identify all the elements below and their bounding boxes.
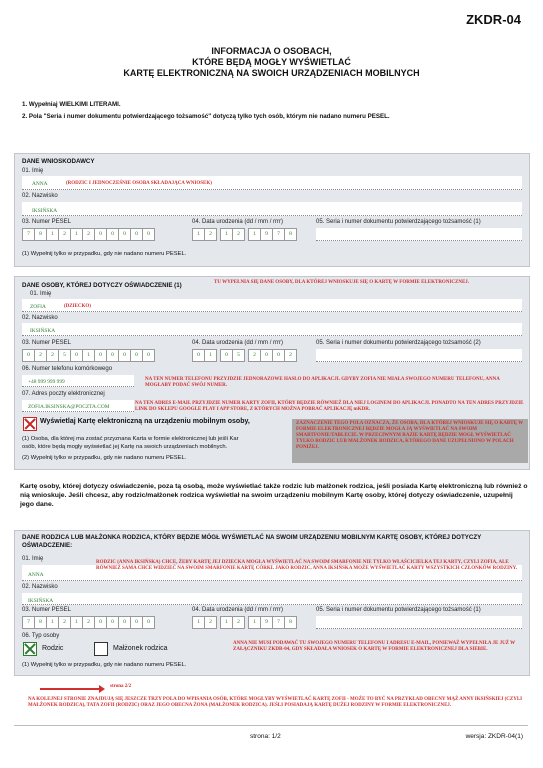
person-footnote-1: (1) Osoba, dla której ma zostać przyznana Karta w formie elektronicznej lub jeśli Kar — [22, 436, 239, 442]
digit-box: 0 — [130, 616, 143, 629]
applicant-dob-label: 04. Data urodzenia (dd / mm / rrrr) — [192, 219, 284, 225]
digit-box: 1 — [220, 228, 233, 241]
instruction-2: 2. Pola "Seria i numer dokumentu potwierdzającego tożsamość" dotyczą tylko tych osób, którym nie nadano numeru PESEL. — [22, 113, 390, 120]
digit-box: 7 — [22, 228, 35, 241]
person-surname-value: IKSIŃSKA — [30, 328, 56, 334]
person-footnote-1b: osób, które będą mogły wyświetlać jej Kartę na swoich urządzeniach mobilnych. — [22, 444, 228, 450]
digit-box: 0 — [130, 349, 143, 362]
digit-box: 1 — [220, 616, 233, 629]
applicant-surname-field[interactable] — [22, 202, 522, 216]
digit-box: 0 — [106, 228, 119, 241]
digit-box: 2 — [58, 616, 71, 629]
parent-first-name-value: ANNA — [28, 572, 44, 578]
person-pesel-label: 03. Numer PESEL — [22, 340, 72, 346]
person-first-name-label: 01. Imię — [30, 291, 52, 297]
parent-surname-field[interactable] — [22, 593, 522, 605]
parent-id-doc-label: 05. Seria i numer dokumentu potwierdzającego tożsamość (1) — [316, 607, 481, 613]
applicant-id-doc-field[interactable] — [316, 228, 522, 241]
page-title-line-3: KARTĘ ELEKTRONICZNĄ NA SWOICH URZĄDZENIACH MOBILNYCH — [123, 68, 420, 78]
digit-box: 5 — [58, 349, 71, 362]
digit-box: 2 — [46, 349, 59, 362]
person-dob-field[interactable] — [192, 349, 296, 362]
person-id-doc-label: 05. Seria i numer dokumentu potwierdzającego tożsamość (2) — [316, 340, 481, 346]
parent-pesel-label: 03. Numer PESEL — [22, 607, 72, 613]
digit-box: 0 — [220, 349, 233, 362]
digit-box: 1 — [46, 616, 59, 629]
display-card-checkbox[interactable] — [23, 417, 37, 431]
digit-box: 8 — [284, 616, 297, 629]
digit-box: 2 — [58, 228, 71, 241]
digit-box: 0 — [118, 616, 131, 629]
person-first-name-field[interactable] — [22, 299, 522, 312]
applicant-heading: DANE WNIOSKODAWCY — [22, 158, 95, 165]
digit-box: 0 — [142, 349, 155, 362]
applicant-dob-field[interactable] — [192, 228, 296, 241]
digit-box: 1 — [248, 616, 261, 629]
applicant-first-name-value: ANNA — [32, 181, 48, 187]
digit-box: 1 — [192, 228, 205, 241]
digit-box: 0 — [192, 349, 205, 362]
parent-type-note: ANNA NIE MUSI PODAWAĆ TU SWOJEGO NUMERU TELEFONU I ADRESU E-MAIL, PONIEWAŻ WYPEŁNIŁA JE JUŻ W ZAŁĄCZNIKU ZKDR-04, GDY SKŁADAŁA WNIOSEK O KARTĘ W FORMIE ELEKTRONICZNEJ DLA SIEBIE. — [233, 641, 516, 652]
applicant-footnote: (1) Wypełnij tylko w przypadku, gdy nie nadano numeru PESEL. — [22, 251, 187, 257]
applicant-id-doc-label: 05. Seria i numer dokumentu potwierdzającego tożsamość (1) — [316, 219, 481, 225]
digit-box: 2 — [34, 349, 47, 362]
footer-page: strona: 1/2 — [250, 733, 281, 740]
parent-surname-label: 02. Nazwisko — [22, 584, 58, 590]
applicant-surname-value: IKSIŃSKA — [32, 208, 58, 214]
parent-heading: DANE RODZICA LUB MAŁŻONKA RODZICA, KTÓRY BĘDZIE MÓGŁ WYŚWIETLAĆ NA SWOIM URZĄDZENIU MOBILNYM KARTĘ OSOBY, KTÓREJ DOTYCZY OŚWIADCZENIE: — [22, 534, 482, 549]
page-title-line-2: KTÓRE BĘDĄ MOGŁY WYŚWIETLAĆ — [192, 57, 351, 67]
parent-intro-paragraph: Kartę osoby, której dotyczy oświadczenie, poza tą osobą, może wyświetlać także rodzic lub małżonek rodzica, jeśli posiada Kartę elektroniczną lub również o nią wnioskuje. Jeśli chcesz, aby rodzic/małżonek rodzica wyświetlał na swoim urządzeniu mobilnym Kartę osoby, której dotyczy oświadczenie, uzupełnij jego dane. — [20, 483, 528, 508]
digit-box: 1 — [248, 228, 261, 241]
display-card-label: Wyświetlaj Kartę elektroniczną na urządzeniu mobilnym osoby, — [40, 418, 250, 425]
digit-box: 0 — [118, 228, 131, 241]
digit-box: 7 — [272, 616, 285, 629]
digit-box: 2 — [248, 349, 261, 362]
parent-surname-value: IKSIŃSKA — [28, 598, 54, 604]
parent-type-spouse-label: Małżonek rodzica — [113, 645, 168, 652]
applicant-pesel-label: 03. Numer PESEL — [22, 219, 72, 225]
digit-box: 0 — [260, 349, 273, 362]
person-id-doc-field[interactable] — [316, 349, 522, 362]
digit-box: 2 — [284, 349, 297, 362]
page-title — [0, 46, 543, 79]
parent-type-rodzic-checkbox[interactable] — [23, 642, 37, 656]
digit-box: 0 — [118, 349, 131, 362]
digit-box: 0 — [142, 228, 155, 241]
person-email-value: ZOFIA.IKSINSKA@POCZTA.COM — [28, 404, 110, 410]
person-phone-label: 06. Numer telefonu komórkowego — [22, 366, 113, 372]
digit-box: 0 — [94, 349, 107, 362]
parent-type-spouse-checkbox[interactable] — [94, 642, 108, 656]
parent-type-label: 06. Typ osoby — [22, 633, 60, 639]
digit-box: 5 — [232, 349, 245, 362]
applicant-first-name-note: (RODZIC I JEDNOCZEŚNIE OSOBA SKŁADAJĄCA WNIOSEK) — [66, 181, 212, 186]
next-page-arrow — [40, 688, 100, 690]
digit-box: 0 — [130, 228, 143, 241]
digit-box: 2 — [82, 616, 95, 629]
digit-box: 0 — [22, 349, 35, 362]
parent-type-rodzic-label: Rodzic — [42, 645, 64, 652]
person-heading-note: TU WYPEŁNIA SIĘ DANE OSOBY, DLA KTÓREJ WNIOSKUJE SIĘ O KARTĘ W FORMIE ELEKTRONICZNEJ. — [214, 280, 470, 285]
applicant-first-name-label: 01. Imię — [22, 168, 44, 174]
parent-pesel-field[interactable] — [22, 616, 154, 629]
form-code: ZKDR-04 — [466, 12, 521, 27]
digit-box: 7 — [272, 228, 285, 241]
digit-box: 0 — [94, 616, 107, 629]
footer-divider — [14, 725, 528, 726]
digit-box: 9 — [260, 228, 273, 241]
instruction-1: 1. Wypełniaj WIELKIMI LITERAMI. — [22, 101, 121, 108]
digit-box: 1 — [204, 349, 217, 362]
parent-footnote: (1) Wypełnij tylko w przypadku, gdy nie nadano numeru PESEL. — [22, 662, 187, 668]
digit-box: 0 — [106, 349, 119, 362]
applicant-pesel-field[interactable] — [22, 228, 154, 241]
person-heading: DANE OSOBY, KTÓREJ DOTYCZY OŚWIADCZENIE (1) — [22, 282, 182, 289]
digit-box: 1 — [82, 349, 95, 362]
digit-box: 1 — [46, 228, 59, 241]
digit-box: 0 — [106, 616, 119, 629]
next-page-label: strona 2/2 — [110, 684, 132, 689]
checkbox-note: ZAZNACZENIE TEGO POLA OZNACZA, ŻE OSOBA, DLA KTÓREJ WNIOSKUJE SIĘ O KARTĘ W FORMIE ELEKTRONICZNEJ BĘDZIE MOGŁA JĄ WYŚWIETLAĆ NA SWOIM SMARTFONIE/TABLECIE. W PRZECIWNYM RAZIE KARTĘ BĘDZIE MOGŁ WYŚWIETLAĆ TYLKO RODZIC LUB MAŁŻONEK RODZICA, KTÓREGO DANE UZUPEŁNIONO W POLACH PONIŻEJ. — [296, 421, 524, 450]
digit-box: 8 — [34, 228, 47, 241]
digit-box: 0 — [272, 349, 285, 362]
parent-dob-label: 04. Data urodzenia (dd / mm / rrrr) — [192, 607, 284, 613]
digit-box: 1 — [70, 228, 83, 241]
person-pesel-field[interactable] — [22, 349, 154, 362]
person-phone-note: NA TEN NUMER TELEFONU PRZYJDZIE JEDNORAZOWE HASŁO DO APLIKACJI. GDYBY ZOFIA NIE MIAŁA SWOJEGO NUMERU TELEFONU, ANNA MOGŁABY PODAĆ SWÓJ NUMER. — [145, 377, 500, 388]
digit-box: 2 — [204, 228, 217, 241]
digit-box: 0 — [70, 349, 83, 362]
digit-box: 1 — [70, 616, 83, 629]
person-first-name-value: ZOFIA — [30, 304, 46, 310]
digit-box: 7 — [22, 616, 35, 629]
person-phone-value: +48 999 999 999 — [28, 379, 65, 385]
person-first-name-note: (DZIECKO) — [64, 304, 91, 309]
person-surname-label: 02. Nazwisko — [22, 315, 58, 321]
next-page-note: NA KOLEJNEJ STRONIE ZNAJDUJĄ SIĘ JESZCZE TRZY POLA DO WPISANIA OSÓB, KTÓRE MOGŁYBY WYŚWIETLAĆ KARTĘ ZOFII - MOŻE TO BYĆ NA PRZYKŁAD OBECNY MĄŻ ANNY IKSIŃSKIEJ (CZYLI MAŁŻONEK RODZICA), TATA ZOFII (RODZIC) ORAZ JEGO OBECNA ŻONA (MAŁŻONEK RODZICA). JEŚLI POSIADAJĄ KARTĘ DUŻEJ RODZINY W FORMIE ELEKTRONICZNEJ. — [28, 697, 523, 708]
digit-box: 2 — [82, 228, 95, 241]
digit-box: 2 — [204, 616, 217, 629]
parent-id-doc-field[interactable] — [316, 616, 522, 629]
page-title-line-1: INFORMACJA O OSOBACH, — [211, 46, 332, 56]
digit-box: 8 — [34, 616, 47, 629]
digit-box: 2 — [232, 228, 245, 241]
parent-first-name-note: RODZIC (ANNA IKSIŃSKA) CHCE, ŻEBY KARTĘ JEJ DZIECKA MOGŁA WYŚWIETLAĆ NA SWOIM SMARFONIE NIE TYLKO WŁAŚCICIELKA TEJ KARTY, CZYLI ZOFIA, ALE RÓWNIEŻ SAMA CHCE WIDZIEĆ NA SWOIM SMARFONIE KARTĘ CÓRKI. JAKO RODZIC, ANNA IKSIŃSKA MOŻE WYŚWIETLAĆ KARTY WSZYSTKICH CZŁONKÓW RODZINY. — [96, 560, 518, 571]
person-surname-field[interactable] — [22, 323, 522, 336]
person-footnote-2: (2) Wypełnij tylko w przypadku, gdy nie nadano numeru PESEL. — [22, 455, 187, 461]
person-dob-label: 04. Data urodzenia (dd / mm / rrrr) — [192, 340, 284, 346]
instructions — [22, 100, 522, 121]
parent-first-name-label: 01. Imię — [22, 556, 44, 562]
digit-box: 2 — [232, 616, 245, 629]
parent-dob-field[interactable] — [192, 616, 296, 629]
digit-box: 0 — [142, 616, 155, 629]
digit-box: 9 — [260, 616, 273, 629]
person-email-label: 07. Adres poczty elektronicznej — [22, 391, 105, 397]
digit-box: 8 — [284, 228, 297, 241]
applicant-surname-label: 02. Nazwisko — [22, 193, 58, 199]
digit-box: 1 — [192, 616, 205, 629]
footer-version: wersja: ZKDR-04(1) — [465, 733, 523, 740]
person-email-note: NA TEN ADRES E-MAIL PRZYJDZIE NUMER KARTY ZOFII, KTÓRY BĘDZIE RÓWNIEŻ DLA NIEJ LOGINEM DO APLIKACJI. PONADTO NA TEN ADRES PRZYJDZIE LINK DO SKLEPU GOOGLE PLAY I APP STORE, Z KTÓRYCH MOŻNA POBRAĆ APLIKACJĘ mKDR. — [135, 401, 524, 412]
digit-box: 0 — [94, 228, 107, 241]
